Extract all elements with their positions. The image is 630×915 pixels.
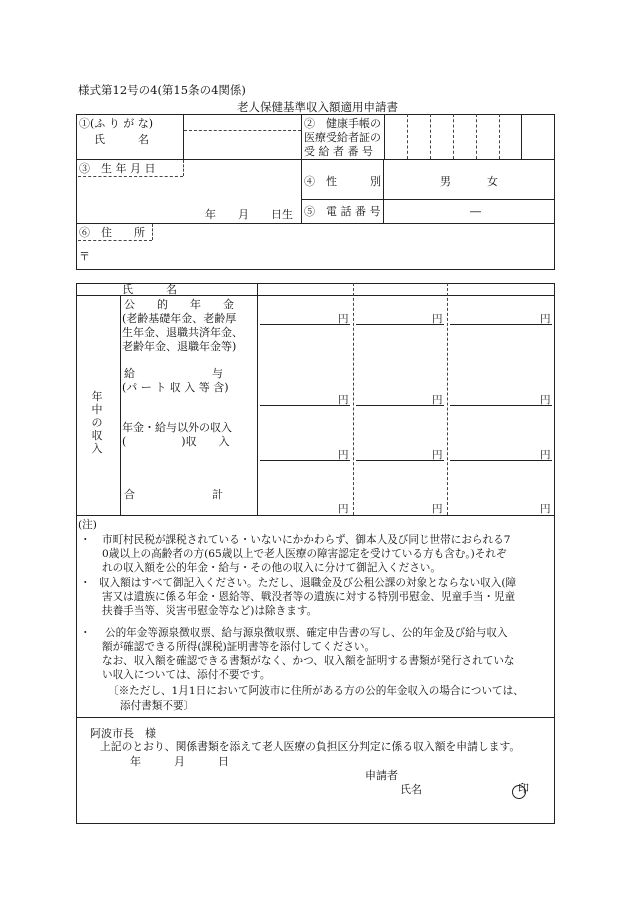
note-text: 扶養手当等、災害弔慰金等など)は除きます。 bbox=[102, 605, 318, 617]
note-bullet: ・ bbox=[80, 627, 91, 639]
note-text: 額が確認できる所得(課税)証明書等を添付してください。 bbox=[102, 641, 376, 653]
address-label: ⑥ 住 所 bbox=[79, 226, 145, 239]
total-label: 合 計 bbox=[124, 488, 223, 501]
seal-label: 印 bbox=[518, 782, 529, 795]
pension-label: (老齢基礎年金、老齢厚 bbox=[122, 312, 237, 325]
sex-option-male[interactable]: 男 bbox=[440, 175, 451, 188]
note-text: 添付書類不要〕 bbox=[120, 700, 195, 712]
health-card-label: 医療受給者証の bbox=[304, 131, 381, 144]
yen-unit: 円 bbox=[338, 394, 349, 406]
note-bullet: ・ bbox=[80, 577, 91, 589]
yen-unit: 円 bbox=[540, 449, 551, 461]
health-card-label: ② 健康手帳の bbox=[304, 117, 381, 130]
sex-option-female[interactable]: 女 bbox=[487, 175, 498, 188]
annual-income-side-label: 年中の収入 bbox=[91, 390, 103, 455]
yen-unit: 円 bbox=[540, 394, 551, 406]
applicant-name-field[interactable] bbox=[425, 780, 515, 796]
furigana-field[interactable] bbox=[185, 115, 300, 129]
note-text: 害又は遺族に係る年金・恩給等、戦没者等の遺族に対する特別弔慰金、児童手当・児童 bbox=[102, 591, 516, 603]
other-income-label: ( )収 入 bbox=[122, 435, 230, 448]
yen-unit: 円 bbox=[432, 503, 443, 515]
note-text: 公的年金等源泉徴収票、給与源泉徴収票、確定申告書の写し、公的年金及び給与収入 bbox=[105, 627, 508, 639]
birth-date-field[interactable] bbox=[78, 178, 300, 222]
pension-label: 生年金、退職共済年金、 bbox=[122, 326, 243, 339]
note-text: れの収入額を公的年金・給与・その他の収入に分けて御記入ください。 bbox=[102, 562, 441, 574]
note-text: 収入額はすべて御記入ください。ただし、退職金及び公租公課の対象とならない収入(障 bbox=[99, 577, 517, 589]
recipient-number-field[interactable] bbox=[386, 115, 520, 158]
applicant-label: 申請者 bbox=[365, 769, 398, 782]
other-income-label: 年金・給与以外の収入 bbox=[122, 421, 232, 434]
pension-label: 公 的 年 金 bbox=[124, 298, 234, 311]
phone-label: ⑤ 電 話 番 号 bbox=[304, 205, 381, 218]
sex-label: ④ 性 別 bbox=[304, 175, 381, 188]
name-field[interactable] bbox=[185, 132, 300, 158]
yen-unit: 円 bbox=[540, 503, 551, 515]
seal-circle-icon bbox=[512, 785, 526, 799]
addressee: 阿波市長 様 bbox=[90, 727, 156, 740]
yen-unit: 円 bbox=[432, 394, 443, 406]
income-field[interactable] bbox=[449, 298, 553, 323]
income-field[interactable] bbox=[259, 298, 351, 323]
income-field[interactable] bbox=[355, 298, 445, 323]
postal-mark: 〒 bbox=[79, 250, 90, 263]
birth-date-suffix: 年 月 日生 bbox=[205, 208, 293, 221]
application-statement: 上記のとおり、関係書類を添えて老人医療の負担区分判定に係る収入額を申請します。 bbox=[100, 740, 521, 753]
yen-unit: 円 bbox=[432, 313, 443, 325]
birth-date-label: ③ 生 年 月 日 bbox=[79, 162, 156, 175]
note-text: 〔※ただし、1月1日において阿波市に住所がある方の公的年金収入の場合については、 bbox=[108, 685, 524, 697]
note-text: 0歳以上の高齢者の方(65歳以上で老人医療の障害認定を受けている方も含む。)それぞ bbox=[102, 548, 507, 560]
notes-heading: (注) bbox=[78, 519, 97, 531]
form-number: 様式第12号の4(第15条の4関係) bbox=[78, 83, 246, 97]
health-card-label: 受 給 者 番 号 bbox=[304, 145, 373, 158]
furigana-label: ①(ふ り が な) bbox=[79, 117, 154, 130]
yen-unit: 円 bbox=[432, 449, 443, 461]
name-label: 氏 名 bbox=[94, 133, 149, 146]
yen-unit: 円 bbox=[338, 503, 349, 515]
salary-label: 給 与 bbox=[124, 367, 223, 380]
note-text: 市町村民税が課税されている・いないにかかわらず、御本人及び同じ世帯におられる7 bbox=[102, 534, 511, 546]
income-name-header: 氏 名 bbox=[122, 283, 177, 296]
application-date[interactable]: 年 月 日 bbox=[130, 755, 229, 768]
yen-unit: 円 bbox=[338, 449, 349, 461]
address-field[interactable] bbox=[92, 242, 552, 267]
salary-label: (パ ー ト 収 入 等 含) bbox=[122, 381, 229, 394]
yen-unit: 円 bbox=[338, 313, 349, 325]
note-text: なお、収入額を確認できる書類がなく、かつ、収入額を証明する書類が発行されていな bbox=[102, 655, 515, 667]
phone-value[interactable]: ― bbox=[470, 205, 481, 218]
form-title: 老人保健基準収入額適用申請書 bbox=[237, 100, 398, 114]
yen-unit: 円 bbox=[540, 313, 551, 325]
applicant-name-label: 氏名 bbox=[400, 783, 422, 796]
note-bullet: ・ bbox=[80, 534, 91, 546]
note-text: い収入については、添付不要です。 bbox=[102, 669, 271, 681]
pension-label: 老齢年金、退職年金等) bbox=[122, 340, 237, 353]
